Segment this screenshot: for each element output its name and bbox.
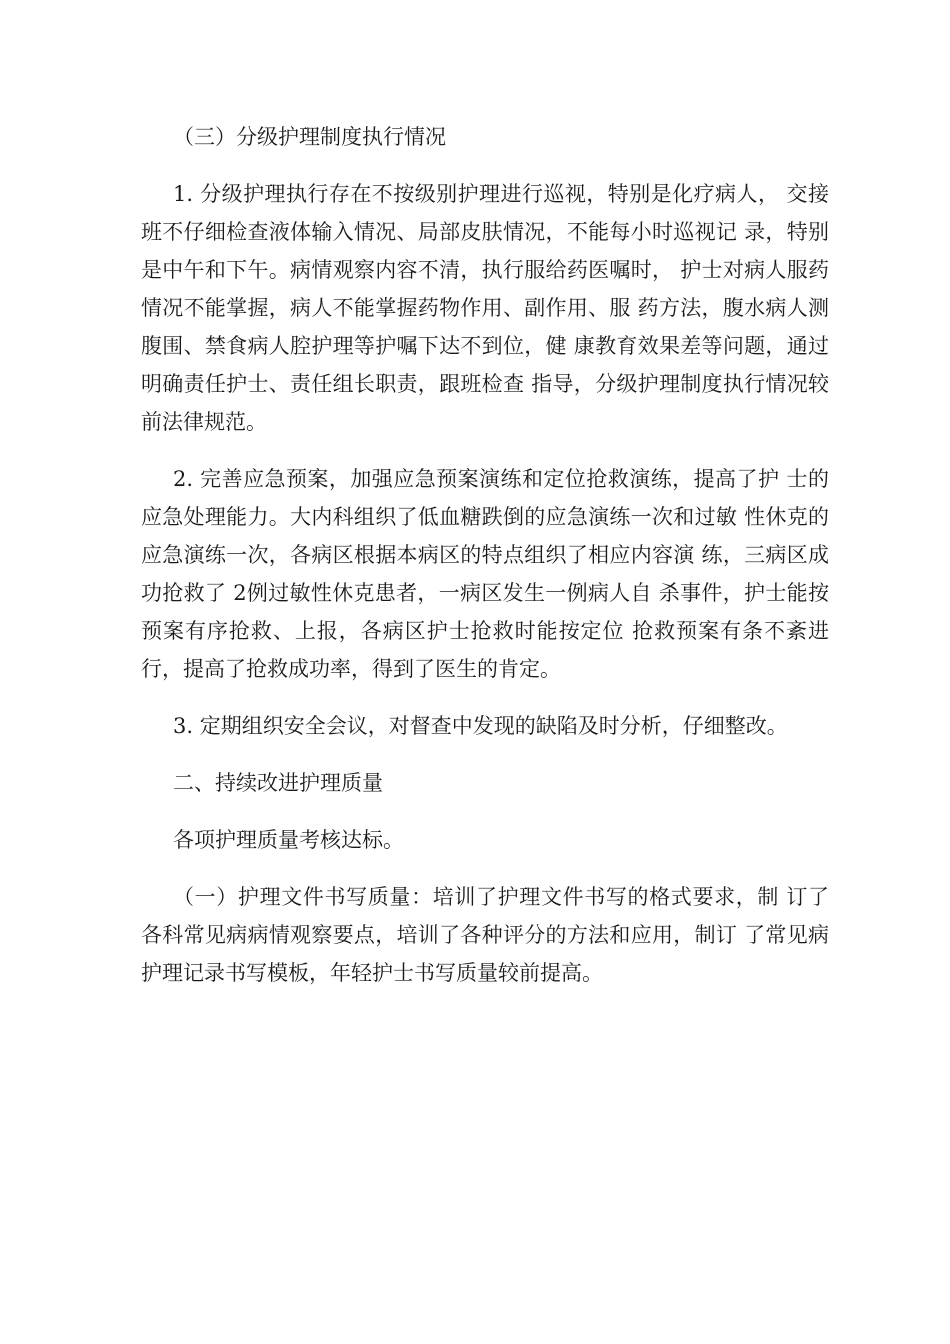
paragraph-item-1: 1. 分级护理执行存在不按级别护理进行巡视，特别是化疗病人， 交接班不仔细检查液体输入情况、局部皮肤情况，不能每小时巡视记 录，特别是中午和下午。病情观察内容不清，执行服给药医嘱时， 护士对病人服药情况不能掌握，病人不能掌握药物作用、副作用、服 药方法，腹水病人测腹围、禁食病人腔护理等护嘱下达不到位，健 康教育效果差等问题，通过明确责任护士、责任组长职责，跟班检查 指导，分级护理制度执行情况较前法律规范。 [141,182,829,434]
paragraph-item-2: 2. 完善应急预案，加强应急预案演练和定位抢救演练，提高了护 士的应急处理能力。大内科组织了低血糖跌倒的应急演练一次和过敏 性休克的应急演练一次，各病区根据本病区的特点组织了相应内容演 练，三病区成功抢救了 2例过敏性休克患者，一病区发生一例病人自 杀事件，护士能按预案有序抢救、上报，各病区护士抢救时能按定位 抢救预案有条不紊进行，提高了抢救成功率，得到了医生的肯定。 [141,467,829,681]
paragraph-quality-summary: 各项护理质量考核达标。 [173,828,404,852]
section-heading-grading-care: （三）分级护理制度执行情况 [173,125,446,149]
document-body [141,118,829,1011]
section-heading-quality: 二、持续改进护理质量 [173,771,383,795]
paragraph-documentation-quality: （一）护理文件书写质量：培训了护理文件书写的格式要求，制 订了各科常见病病情观察要点，培训了各种评分的方法和应用，制订 了常见病护理记录书写模板，年轻护士书写质量较前提高。 [141,885,829,985]
paragraph-item-3: 3. 定期组织安全会议，对督查中发现的缺陷及时分析，仔细整改。 [173,714,788,738]
